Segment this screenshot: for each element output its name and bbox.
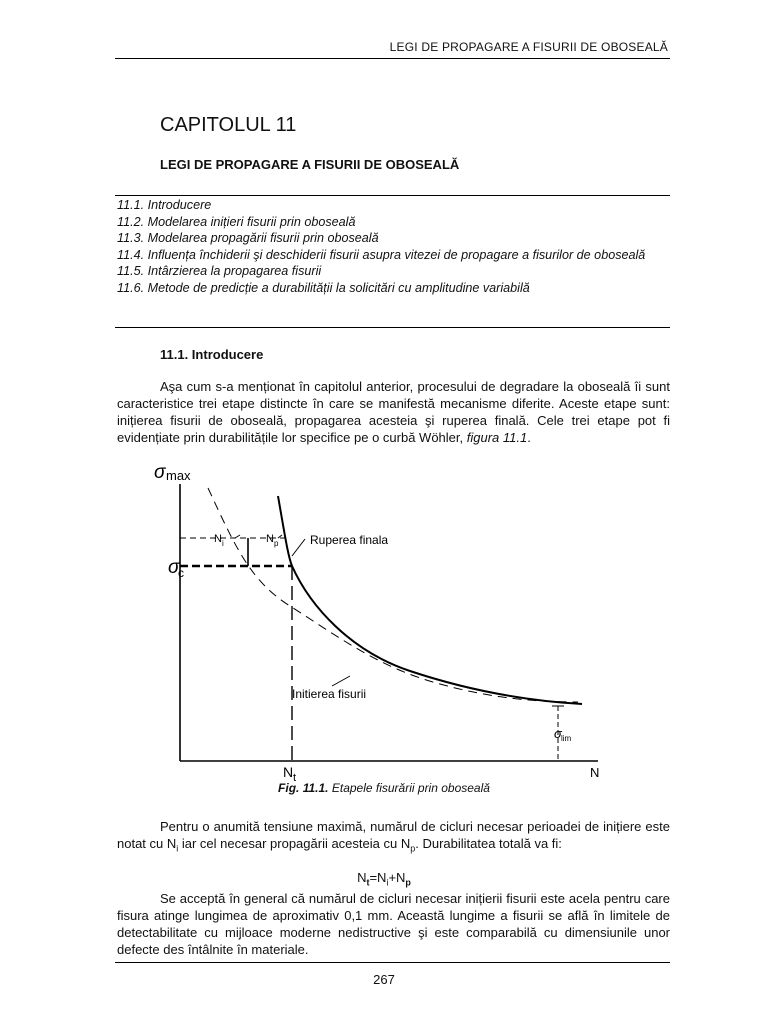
toc-top-rule	[115, 195, 670, 196]
eq-sub: p	[405, 877, 411, 888]
toc-item[interactable]: 11.4. Influența închiderii şi deschiderii fisurii asupra vitezei de propagare a fisurilor de oboseală	[117, 247, 646, 262]
toc-bottom-rule	[115, 327, 670, 328]
footer-rule	[115, 962, 670, 963]
rupture-leader	[292, 539, 305, 556]
ni-symbol: N	[214, 533, 222, 545]
toc-item[interactable]: 11.2. Modelarea inițieri fisurii prin oboseală	[117, 214, 356, 229]
paragraph-end: .	[527, 430, 531, 445]
y-axis-subscript: max	[166, 468, 191, 483]
paragraph-text: . Durabilitatea totală va fi:	[415, 836, 562, 851]
caption-label: Fig. 11.1.	[278, 781, 329, 795]
nt-symbol: N	[283, 764, 294, 780]
total-life-equation	[0, 870, 768, 888]
toc-item[interactable]: 11.3. Modelarea propagării fisurii prin oboseală	[117, 231, 379, 245]
np-subscript: p	[274, 539, 279, 548]
toc-item[interactable]: 11.5. Intârzierea la propagarea fisurii	[117, 264, 322, 278]
nt-subscript: t	[293, 772, 297, 782]
toc-item[interactable]: 11.6. Metode de predicție a durabilității la solicitări cu amplitudine variabilă	[117, 280, 530, 295]
paragraph-text: Se acceptă în general că numărul de cicluri necesar inițierii fisurii este acela pentru care fisura atinge lungimea de aproximativ 0,1 mm. Această lungime a fisurii se află în limitele de detectabilitate cu mijloace moderne nedistructive şi este comparabilă cu dimensiunile unor defecte des întâlnite în materiale.	[117, 891, 670, 957]
chapter-title: CAPITOLUL 11	[160, 114, 297, 136]
page-number: 267	[373, 972, 395, 987]
eq-sub: i	[386, 877, 389, 888]
paragraph-text: Pentru o anumită tensiune maximă, numărul de cicluri necesar perioadei de inițiere este notat cu N	[117, 819, 670, 851]
body-paragraph	[117, 378, 670, 446]
body-paragraph	[117, 818, 670, 858]
ni-subscript: i	[222, 539, 224, 548]
sigma-c-symbol: σ	[168, 557, 180, 578]
x-axis-label: N	[590, 765, 600, 780]
section-heading: 11.1. Introducere	[160, 347, 264, 362]
eq-part: =N	[369, 870, 387, 885]
initiation-curve	[208, 488, 578, 702]
initiation-label: Initierea fisurii	[292, 687, 367, 701]
sigma-lim-symbol: σ	[554, 726, 562, 741]
body-paragraph	[117, 890, 670, 958]
initiation-leader	[332, 676, 350, 686]
np-symbol: N	[266, 533, 274, 545]
chapter-subtitle: LEGI DE PROPAGARE A FISURII DE OBOSEALĂ	[160, 157, 460, 172]
toc-item[interactable]: 11.1. Introducere	[117, 198, 212, 212]
sigma-c-subscript: c	[178, 566, 184, 580]
y-axis-symbol: σ	[154, 462, 166, 483]
ni-arrow-tick	[235, 535, 240, 538]
figure-reference: figura 11.1	[466, 430, 528, 445]
subscript-i: i	[176, 843, 179, 854]
wohler-curve-figure	[140, 456, 620, 782]
caption-text: Etapele fisurării prin oboseală	[328, 781, 490, 795]
paragraph-text: iar cel necesar propagării acesteia cu N	[178, 836, 411, 851]
header-rule	[115, 58, 670, 59]
rupture-label: Ruperea finala	[310, 533, 389, 547]
eq-sub: t	[366, 877, 370, 888]
subscript-p: p	[410, 843, 416, 854]
running-header: LEGI DE PROPAGARE A FISURII DE OBOSEALĂ	[389, 40, 668, 54]
paragraph-text: Aşa cum s-a menționat în capitolul anterior, procesului de degradare la oboseală îi sunt caracteristice trei etape distincte în care se manifestă mecanisme diferite. Aceste etape sunt: inițierea fisurii de oboseală, propagarea acesteia şi ruperea finală. Cele trei etape pot fi evidențiate prin durabilitățile lor specifice pe o curbă Wöhler,	[117, 379, 670, 445]
sigma-lim-subscript: lim	[561, 734, 572, 743]
total-life-curve	[278, 496, 582, 704]
chapter-contents	[117, 197, 670, 296]
figure-caption	[0, 781, 768, 795]
eq-part: N	[357, 870, 367, 885]
eq-part: +N	[388, 870, 406, 885]
